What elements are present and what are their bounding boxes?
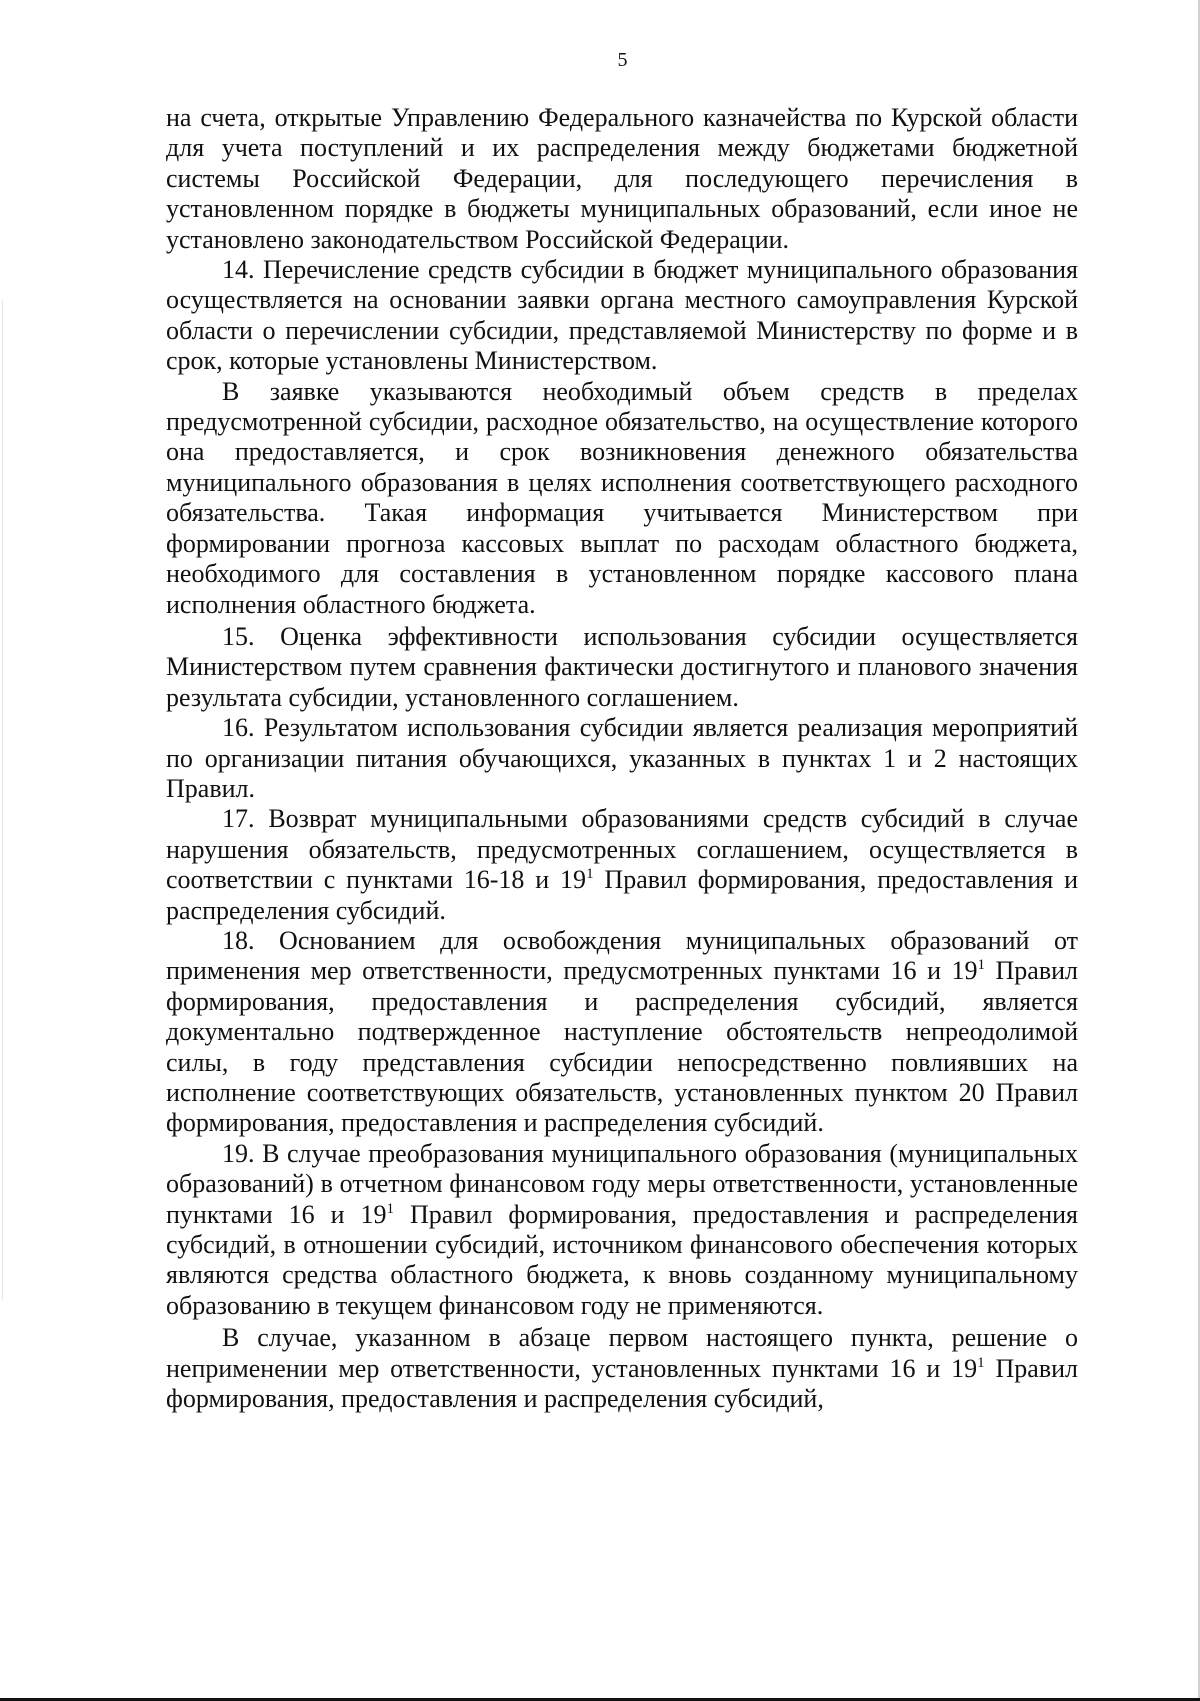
paragraph-19-text: 19. В случае преобразования муниципального образования (муниципальных образований) в отчетном финансовом году меры ответственности, установленные пунктами 16 и 19 [166,1138,1078,1229]
paragraph-14: 14. Перечисление средств субсидии в бюджет муниципального образования осуществляется на основании заявки органа местного самоуправления Курской области о перечислении субсидии, представляемой Министерству по форме и в срок, которые установлены Министерством. [166,255,1078,376]
document-body [166,103,1078,1414]
paragraph-19-second-text-end: Правил формирования, предоставления и распределения субсидий, [166,1353,1079,1414]
paragraph-16: 16. Результатом использования субсидии является реализация мероприятий по организации питания обучающихся, указанных в пунктах 1 и 2 настоящих Правил. [166,713,1078,803]
scan-edge-left [2,300,3,1300]
paragraph-19-second-text: В случае, указанном в абзаце первом настоящего пункта, решение о неприменении мер ответственности, установленных пунктами 16 и 19 [166,1323,1078,1383]
paragraph-19-text-end: Правил формирования, предоставления и распределения субсидий, в отношении субсидий, источником финансового обеспечения которых являются средства областного бюджета, к вновь созданному муниципальному образованию в текущем финансовом году не применяются. [166,1199,1078,1320]
superscript-mark: 1 [386,1200,394,1217]
paragraph-14-application: В заявке указываются необходимый объем средств в пределах предусмотренной субсидии, расходное обязательство, на осуществление которого она предоставляется, и срок возникновения денежного обязательства муниципального образования в целях исполнения соответствующего расходного обязательства. Такая информация учитывается Министерством при формировании прогноза кассовых выплат по расходам областного бюджета, необходимого для составления в установленном порядке кассового плана исполнения областного бюджета. [166,376,1078,619]
paragraph-17-text-end: Правил формирования, предоставления и распределения субсидий. [166,865,1078,925]
superscript-mark: 1 [977,957,985,974]
page-number: 5 [617,49,628,71]
paragraph-13-continuation: на счета, открытые Управлению Федерального казначейства по Курской области для учета поступлений и их распределения между бюджетами бюджетной системы Российской Федерации, для последующего перечисления в установленном порядке в бюджеты муниципальных образований, если иное не установлено законодательством Российской Федерации. [166,103,1078,254]
paragraph-18 [166,926,1078,1139]
paragraph-18-text: 18. Основанием для освобождения муниципальных образований от применения мер ответственности, предусмотренных пунктами 16 и 19 [166,925,1078,986]
superscript-mark: 1 [977,1354,985,1371]
paragraph-15: 15. Оценка эффективности использования субсидии осуществляется Министерством путем сравнения фактически достигнутого и планового значения результата субсидии, установленного соглашением. [166,621,1078,712]
superscript-mark: 1 [586,866,594,883]
paragraph-19 [166,1139,1078,1321]
paragraph-19-second [166,1323,1078,1414]
paragraph-18-text-end: Правил формирования, предоставления и распределения субсидий, является документально подтвержденное наступление обстоятельств непреодолимой силы, в году представления субсидии непосредственно повлиявших на исполнение соответствующих обязательств, установленных пунктом 20 Правил формирования, предоставления и распределения субсидий. [166,956,1078,1138]
paragraph-17-text: 17. Возврат муниципальными образованиями средств субсидий в случае нарушения обязательств, предусмотренных соглашением, осуществляется в соответствии с пунктами 16-18 и 19 [166,804,1078,895]
paragraph-17 [166,804,1078,926]
